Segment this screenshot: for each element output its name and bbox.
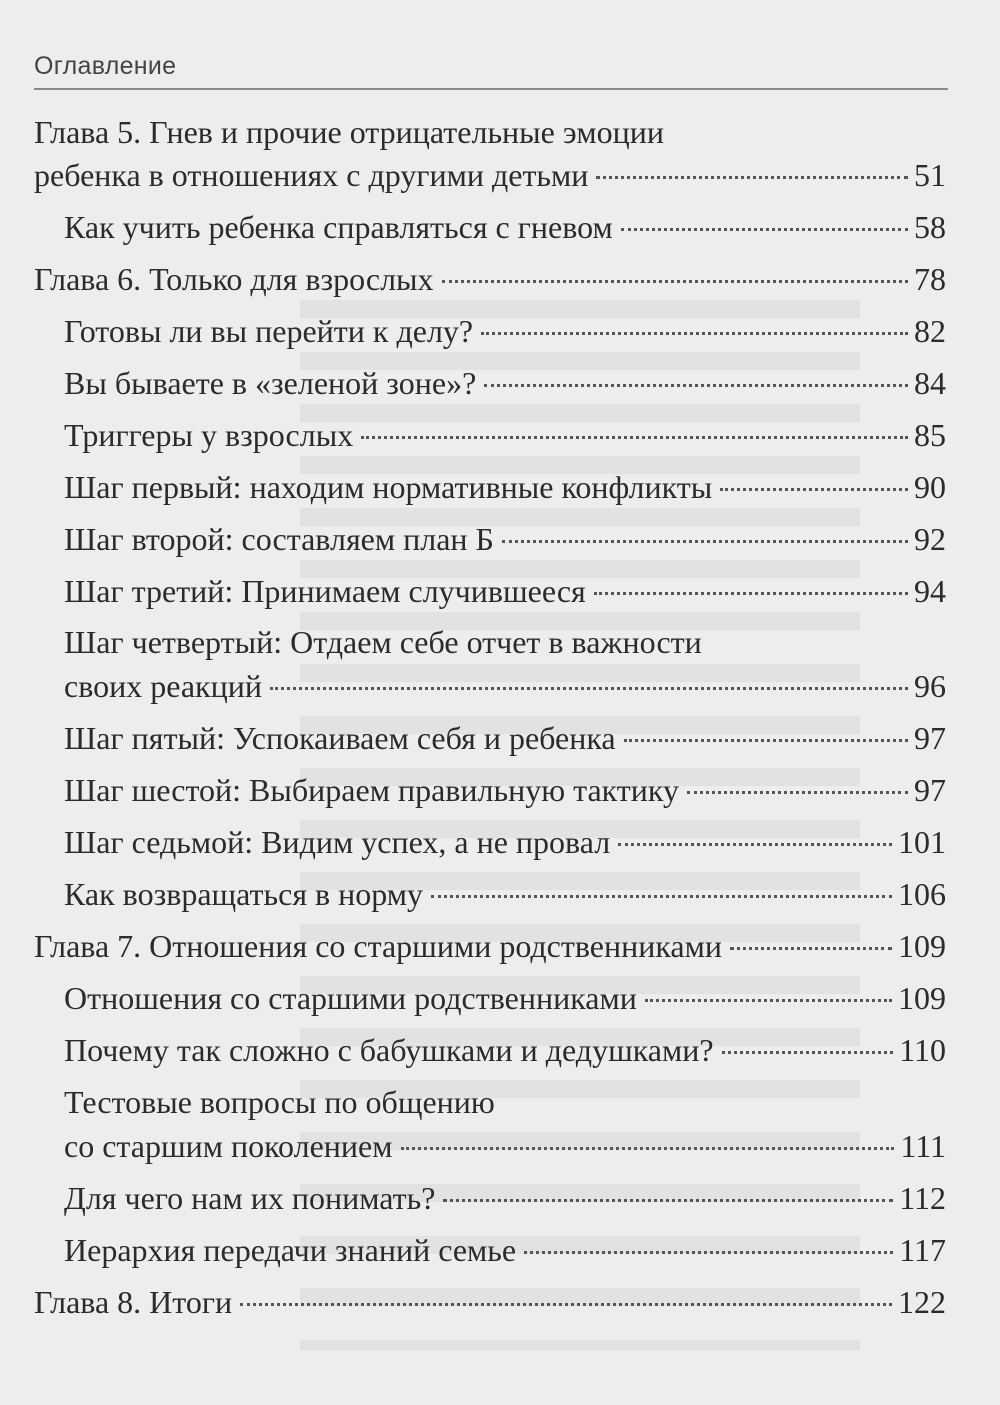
- toc-entry-title: Шаг четвертый: Отдаем себе отчет в важности: [64, 624, 702, 660]
- toc-page-number: 82: [914, 313, 946, 349]
- toc-entry-title: Шаг пятый: Успокаиваем себя и ребенка: [64, 720, 616, 756]
- toc-entry-title: Как учить ребенка справляться с гневом: [64, 209, 613, 245]
- running-head: Оглавление: [34, 52, 177, 80]
- toc-entry-line: [34, 110, 664, 154]
- toc-page-number: 117: [899, 1232, 946, 1268]
- toc-entry-title: Для чего нам их понимать?: [64, 1180, 436, 1216]
- toc-page-number: 84: [914, 365, 946, 401]
- toc-page-number: 51: [914, 157, 946, 193]
- dot-leader: [687, 791, 908, 794]
- toc-entry-title: Шаг шестой: Выбираем правильную тактику: [64, 772, 679, 808]
- toc-entry-title: Глава 6. Только для взрослых: [34, 261, 434, 297]
- toc-entry: [64, 309, 946, 353]
- toc-entry: [64, 1176, 946, 1220]
- dot-leader: [431, 895, 892, 898]
- toc-entry: [64, 768, 946, 812]
- toc-entry: [64, 361, 946, 405]
- toc-entry: [34, 153, 946, 197]
- toc-entry-title: Тестовые вопросы по общению: [64, 1084, 495, 1120]
- toc-entry-title: Глава 5. Гнев и прочие отрицательные эмоции: [34, 114, 664, 150]
- toc-entry-title: своих реакций: [64, 668, 262, 704]
- toc-page-number: 78: [914, 261, 946, 297]
- dot-leader: [645, 999, 892, 1002]
- toc-entry: [64, 872, 946, 916]
- dot-leader: [621, 228, 908, 231]
- toc-entry-title: Готовы ли вы перейти к делу?: [64, 313, 474, 349]
- toc-entry: [64, 1124, 946, 1168]
- toc-entry-title: Триггеры у взрослых: [64, 417, 354, 453]
- toc-page-number: 97: [914, 720, 946, 756]
- toc-entry-title: Отношения со старшими родственниками: [64, 980, 637, 1016]
- toc-entry: [64, 413, 946, 457]
- dot-leader: [722, 1051, 894, 1054]
- toc-entry-title: Иерархия передачи знаний семье: [64, 1232, 517, 1268]
- toc-entry: [64, 664, 946, 708]
- toc-page-number: 122: [898, 1284, 946, 1320]
- dot-leader: [502, 540, 908, 543]
- toc-entry-title: Шаг третий: Принимаем случившееся: [64, 573, 586, 609]
- toc-entry: [64, 205, 946, 249]
- toc-entry: [34, 1280, 946, 1324]
- toc-page-number: 97: [914, 772, 946, 808]
- toc-entry: [64, 517, 946, 561]
- toc-entry-title: Глава 8. Итоги: [34, 1284, 233, 1320]
- dot-leader: [442, 280, 908, 283]
- toc-entry: [64, 465, 946, 509]
- dot-leader: [481, 332, 908, 335]
- toc-entry: [64, 976, 946, 1020]
- toc-page-number: 96: [914, 668, 946, 704]
- toc-page-number: 85: [914, 417, 946, 453]
- toc-entry-title: Как возвращаться в норму: [64, 876, 424, 912]
- toc-entry: [64, 1028, 946, 1072]
- dot-leader: [624, 739, 908, 742]
- dot-leader: [594, 592, 908, 595]
- toc-entry-title: Почему так сложно с бабушками и дедушками?: [64, 1032, 714, 1068]
- toc-entry: [64, 1228, 946, 1272]
- dot-leader: [524, 1251, 893, 1254]
- toc-entry: [34, 924, 946, 968]
- dot-leader: [720, 488, 908, 491]
- toc-page-number: 58: [914, 209, 946, 245]
- toc-page-number: 101: [898, 824, 946, 860]
- toc-entry-title: Вы бываете в «зеленой зоне»?: [64, 365, 477, 401]
- toc-page-number: 109: [898, 980, 946, 1016]
- dot-leader: [730, 947, 892, 950]
- toc-page-number: 111: [900, 1128, 946, 1164]
- toc-entry-title: со старшим поколением: [64, 1128, 393, 1164]
- toc-entry-title: Шаг второй: составляем план Б: [64, 521, 494, 557]
- toc-entry: [64, 569, 946, 613]
- toc-entry-title: Глава 7. Отношения со старшими родственниками: [34, 928, 722, 964]
- dot-leader: [596, 176, 908, 179]
- dot-leader: [618, 843, 892, 846]
- toc-page-number: 94: [914, 573, 946, 609]
- toc-page-number: 109: [898, 928, 946, 964]
- toc-page-number: 92: [914, 521, 946, 557]
- toc-entry-line: [64, 620, 702, 664]
- dot-leader: [484, 384, 908, 387]
- toc-page-number: 106: [898, 876, 946, 912]
- dot-leader: [270, 687, 908, 690]
- toc-entry: [34, 257, 946, 301]
- toc-entry: [64, 716, 946, 760]
- toc-page-number: 110: [899, 1032, 946, 1068]
- toc-entry-title: Шаг первый: находим нормативные конфликты: [64, 469, 713, 505]
- toc-page-number: 112: [899, 1180, 946, 1216]
- dot-leader: [443, 1199, 893, 1202]
- toc-entry-line: [64, 1080, 495, 1124]
- dot-leader: [401, 1147, 895, 1150]
- dot-leader: [361, 436, 908, 439]
- toc-entry-title: ребенка в отношениях с другими детьми: [34, 157, 589, 193]
- toc-entry: [64, 820, 946, 864]
- dot-leader: [240, 1303, 892, 1306]
- toc-page-number: 90: [914, 469, 946, 505]
- toc-entry-title: Шаг седьмой: Видим успех, а не провал: [64, 824, 611, 860]
